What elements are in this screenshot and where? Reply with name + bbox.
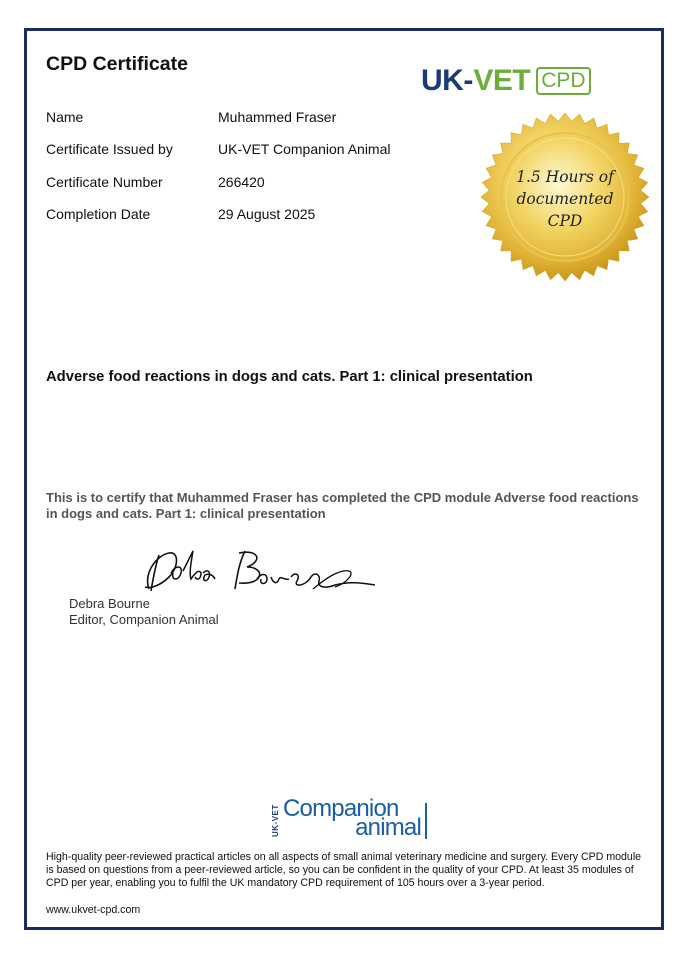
signatory-name: Debra Bourne	[69, 596, 150, 611]
field-value: 29 August 2025	[218, 205, 316, 222]
signatory-role: Editor, Companion Animal	[69, 612, 219, 627]
logo-vet-text: VET	[473, 64, 531, 97]
companion-logo-word2: animal	[355, 814, 421, 841]
certificate-title: CPD Certificate	[46, 53, 188, 75]
logo-dash-text: -	[463, 64, 474, 97]
field-label: Certificate Issued by	[46, 141, 173, 158]
uk-vet-cpd-logo	[421, 63, 591, 99]
seal-text-line1: 1.5 Hours of	[516, 168, 614, 186]
companion-animal-logo	[271, 795, 429, 845]
field-label: Name	[46, 109, 84, 125]
companion-logo-bar	[425, 803, 427, 839]
field-label: Completion Date	[46, 205, 151, 222]
logo-cpd-badge: CPD	[536, 67, 590, 95]
seal-text-line3: CPD	[547, 212, 583, 230]
field-value: UK-VET Companion Animal	[218, 141, 391, 158]
certificate-frame	[24, 28, 664, 930]
signatory-block	[69, 596, 219, 628]
field-label: Certificate Number	[46, 173, 163, 190]
companion-logo-vertical-text: UK-VET	[271, 804, 280, 838]
footer-description: High-quality peer-reviewed practical articles on all aspects of small animal veterinary medicine and surgery. Every CPD module is based on questions from a peer-reviewed article, so you can be confident in the quality of your CPD. At least 35 modules of CPD per year, enabling you to fulfil the UK mandatory CPD requirement of 105 hours over a 3-year period.	[46, 851, 642, 889]
module-title: Adverse food reactions in dogs and cats. Part 1: clinical presentation	[46, 369, 533, 385]
certify-statement: This is to certify that Muhammed Fraser has completed the CPD module Adverse food reactions in dogs and cats. Part 1: clinical presentation	[46, 490, 639, 521]
footer-website-link[interactable]: www.ukvet-cpd.com	[46, 904, 141, 916]
field-value: Muhammed Fraser	[218, 109, 337, 125]
logo-uk-text: UK	[421, 64, 464, 97]
companion-logo-word1: Companion	[283, 795, 399, 822]
seal-text-line2: documented	[516, 190, 614, 208]
field-value: 266420	[218, 173, 265, 190]
gold-seal-icon	[479, 111, 651, 283]
